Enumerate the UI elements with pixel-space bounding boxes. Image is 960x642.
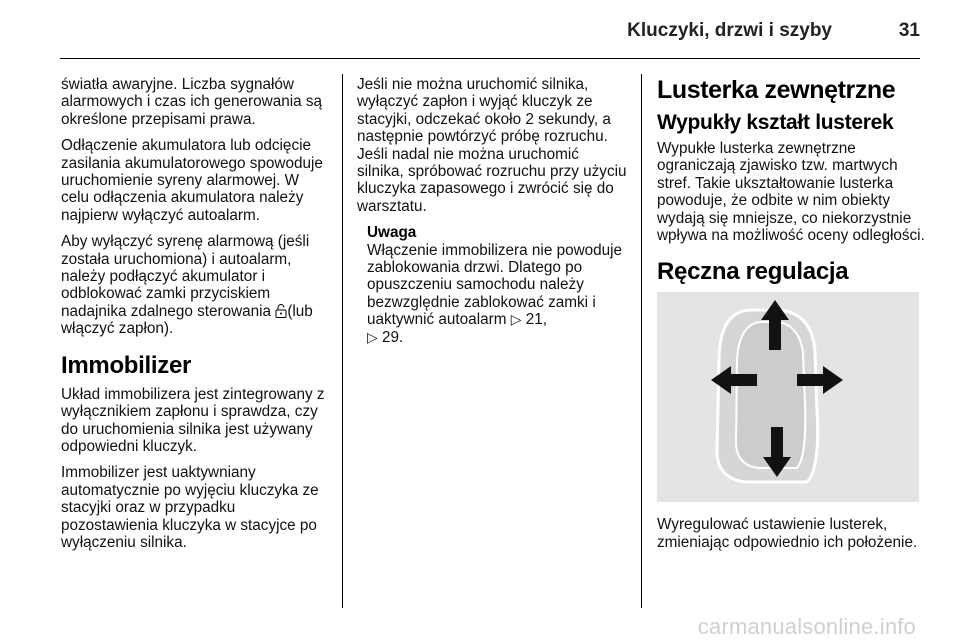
note-body: [367, 242, 629, 346]
mirror-adjustment-drawing: [657, 292, 919, 502]
heading-manual-adjustment: Ręczna regulacja: [657, 258, 849, 286]
page-reference-link[interactable]: 21,: [525, 311, 547, 329]
paragraph-battery-disconnect: Odłączenie akumulatora lub odcięcie zasilania akumulatorowego spowoduje uruchomienie syreny alarmowej. W celu odłączenia akumulatora należy najpierw wyłączyć autoalarm.: [61, 137, 323, 224]
paragraph-switch-off-siren: [61, 233, 329, 337]
paragraph-switch-off-siren-tail: (lub włączyć zapłon).: [61, 302, 313, 338]
column-2: [357, 76, 629, 355]
heading-exterior-mirrors: Lusterka zewnętrzne: [657, 76, 896, 104]
column-divider-2: [641, 74, 642, 608]
column-3: [657, 76, 925, 560]
watermark: carmanualsonline.info: [697, 614, 916, 639]
page-number: 31: [898, 20, 920, 41]
paragraph-adjust-mirrors: Wyregulować ustawienie lusterek, zmieniając odpowiednio ich położenie.: [657, 516, 918, 551]
column-divider-1: [342, 74, 343, 608]
unlock-icon: [275, 304, 287, 318]
paragraph-convex-mirrors: Wypukłe lusterka zewnętrzne ograniczają zjawisko tzw. martwych stref. Takie ukształtowanie lusterka powoduje, że odbite w nim obiekty wydają się mniejsze, co niekorzystnie wpływa na możliwość oceny odległości.: [657, 140, 925, 245]
reference-arrow-icon: ▷: [367, 328, 378, 345]
note-body-text: Włączenie immobilizera nie powoduje zablokowania drzwi. Dlatego po opuszczeniu samochodu należy bezwzględnie zablokować zamki i uaktywnić autoalarm: [367, 241, 623, 329]
column-1: [61, 76, 329, 560]
paragraph-engine-start-failure: Jeśli nie można uruchomić silnika, wyłączyć zapłon i wyjąć kluczyk ze stacyjki, odczekać około 2 sekundy, a następnie powtórzyć próbę rozruchu. Jeśli nadal nie można uruchomić silnika, spróbować rozruchu przy użyciu kluczyka zapasowego i zwrócić się do warsztatu.: [357, 76, 627, 215]
mirror-adjustment-illustration: [657, 292, 919, 502]
paragraph-alarm-signals: światła awaryjne. Liczba sygnałów alarmowych i czas ich generowania są określone przepisami prawa.: [61, 76, 323, 128]
heading-immobilizer: Immobilizer: [61, 351, 192, 379]
page-reference-link[interactable]: 29.: [382, 328, 404, 346]
paragraph-immobilizer-integrated: Układ immobilizera jest zintegrowany z wyłącznikiem zapłonu i sprawdza, czy do uruchomienia silnika jest używany odpowiedni kluczyk.: [61, 385, 325, 455]
paragraph-switch-off-siren-text: Aby wyłączyć syrenę alarmową (jeśli została uruchomiona) i autoalarm, należy podłączyć akumulator i odblokować zamki przyciskiem nadajnika zdalnego sterowania: [61, 233, 310, 320]
note-title: Uwaga: [367, 224, 417, 242]
note-box: [367, 224, 629, 346]
header-rule: [60, 58, 920, 59]
header-title: Kluczyki, drzwi i szyby: [627, 20, 832, 41]
paragraph-immobilizer-activated: Immobilizer jest uaktywniany automatycznie po wyjęciu kluczyka ze stacyjki oraz w przypadku pozostawienia kluczyka w stacyjce po wyłączeniu silnika.: [61, 464, 319, 551]
reference-arrow-icon: ▷: [510, 311, 522, 328]
heading-convex-shape: Wypukły kształt lusterek: [657, 111, 894, 134]
